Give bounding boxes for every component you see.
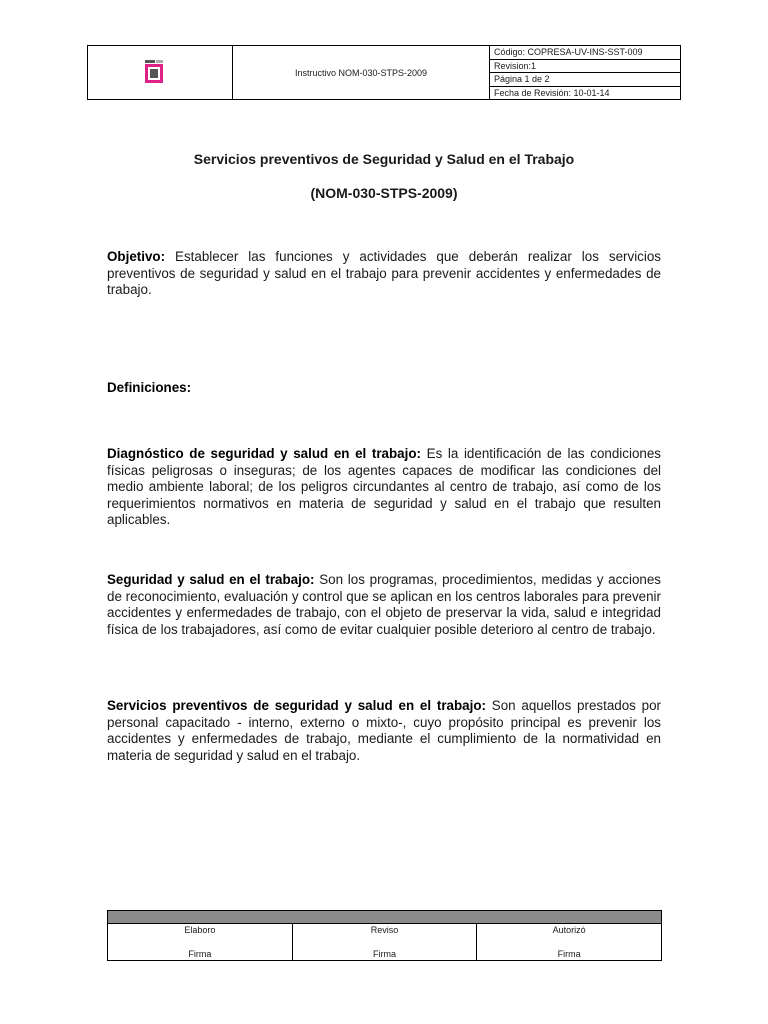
definition-servicios-preventivos	[107, 698, 661, 764]
objetivo-text: Establecer las funciones y actividades que deberán realizar los servicios preventivos de seguridad y salud en el trabajo para prevenir accidentes y enfermedades de trabajo.	[107, 249, 661, 297]
signature-table	[107, 910, 662, 961]
objetivo-label: Objetivo:	[107, 249, 166, 264]
document-subtitle: (NOM-030-STPS-2009)	[310, 185, 458, 201]
signature-col-elaboro	[108, 924, 293, 960]
header-document-title: Instructivo NOM-030-STPS-2009	[233, 46, 490, 99]
signature-table-header-bar	[108, 911, 661, 924]
signature-label: Firma	[188, 949, 212, 959]
signature-label: Firma	[557, 949, 581, 959]
header-logo-cell	[88, 46, 233, 99]
document-title: Servicios preventivos de Seguridad y Salud en el Trabajo	[193, 151, 575, 167]
definition-diagnostico	[107, 446, 661, 529]
signature-col-autorizo	[477, 924, 661, 960]
header-pagina: Página 1 de 2	[490, 73, 680, 87]
definition-term: Diagnóstico de seguridad y salud en el trabajo:	[107, 446, 421, 461]
header-revision: Revision:1	[490, 60, 680, 74]
definition-text: Son los programas, procedimientos, medidas y acciones de reconocimiento, evaluación y control que se aplican en los centros laborales para prevenir accidentes y enfermedades de trabajo, con el objeto de preservar la vida, salud e integridad física de los trabajadores, así como de evitar cualquier posible deterioro al centro de trabajo.	[107, 572, 661, 637]
signature-role: Autorizó	[552, 925, 586, 935]
definition-seguridad-salud	[107, 572, 661, 638]
signature-role: Elaboro	[184, 925, 216, 935]
objetivo-paragraph	[107, 249, 661, 299]
institution-logo-icon	[144, 60, 164, 84]
signature-col-reviso	[293, 924, 478, 960]
definition-text: Es la identificación de las condiciones físicas peligrosas o inseguras; de los agentes capaces de modificar las condiciones del medio ambiente laboral; de los peligros circundantes al centro de trabajo, así como de los requerimientos normativos en materia de seguridad y salud en el trabajo que resulten aplicables.	[107, 446, 661, 527]
definiciones-heading: Definiciones:	[107, 380, 192, 395]
signature-label: Firma	[373, 949, 396, 959]
definition-term: Seguridad y salud en el trabajo:	[107, 572, 315, 587]
document-header	[87, 45, 681, 100]
header-fecha: Fecha de Revisión: 10-01-14	[494, 87, 610, 98]
definition-term: Servicios preventivos de seguridad y salud en el trabajo:	[107, 698, 486, 713]
signature-columns	[108, 924, 661, 960]
signature-role: Reviso	[370, 925, 399, 935]
header-codigo: Código: COPRESA-UV-INS-SST-009	[490, 46, 680, 60]
definition-text: Son aquellos prestados por personal capacitado - interno, externo o mixto-, cuyo propósito principal es prevenir los accidentes y enfermedades de trabajo, mediante el cumplimiento de la normatividad en materia de seguridad y salud en el trabajo.	[107, 698, 662, 763]
header-info	[490, 46, 680, 99]
